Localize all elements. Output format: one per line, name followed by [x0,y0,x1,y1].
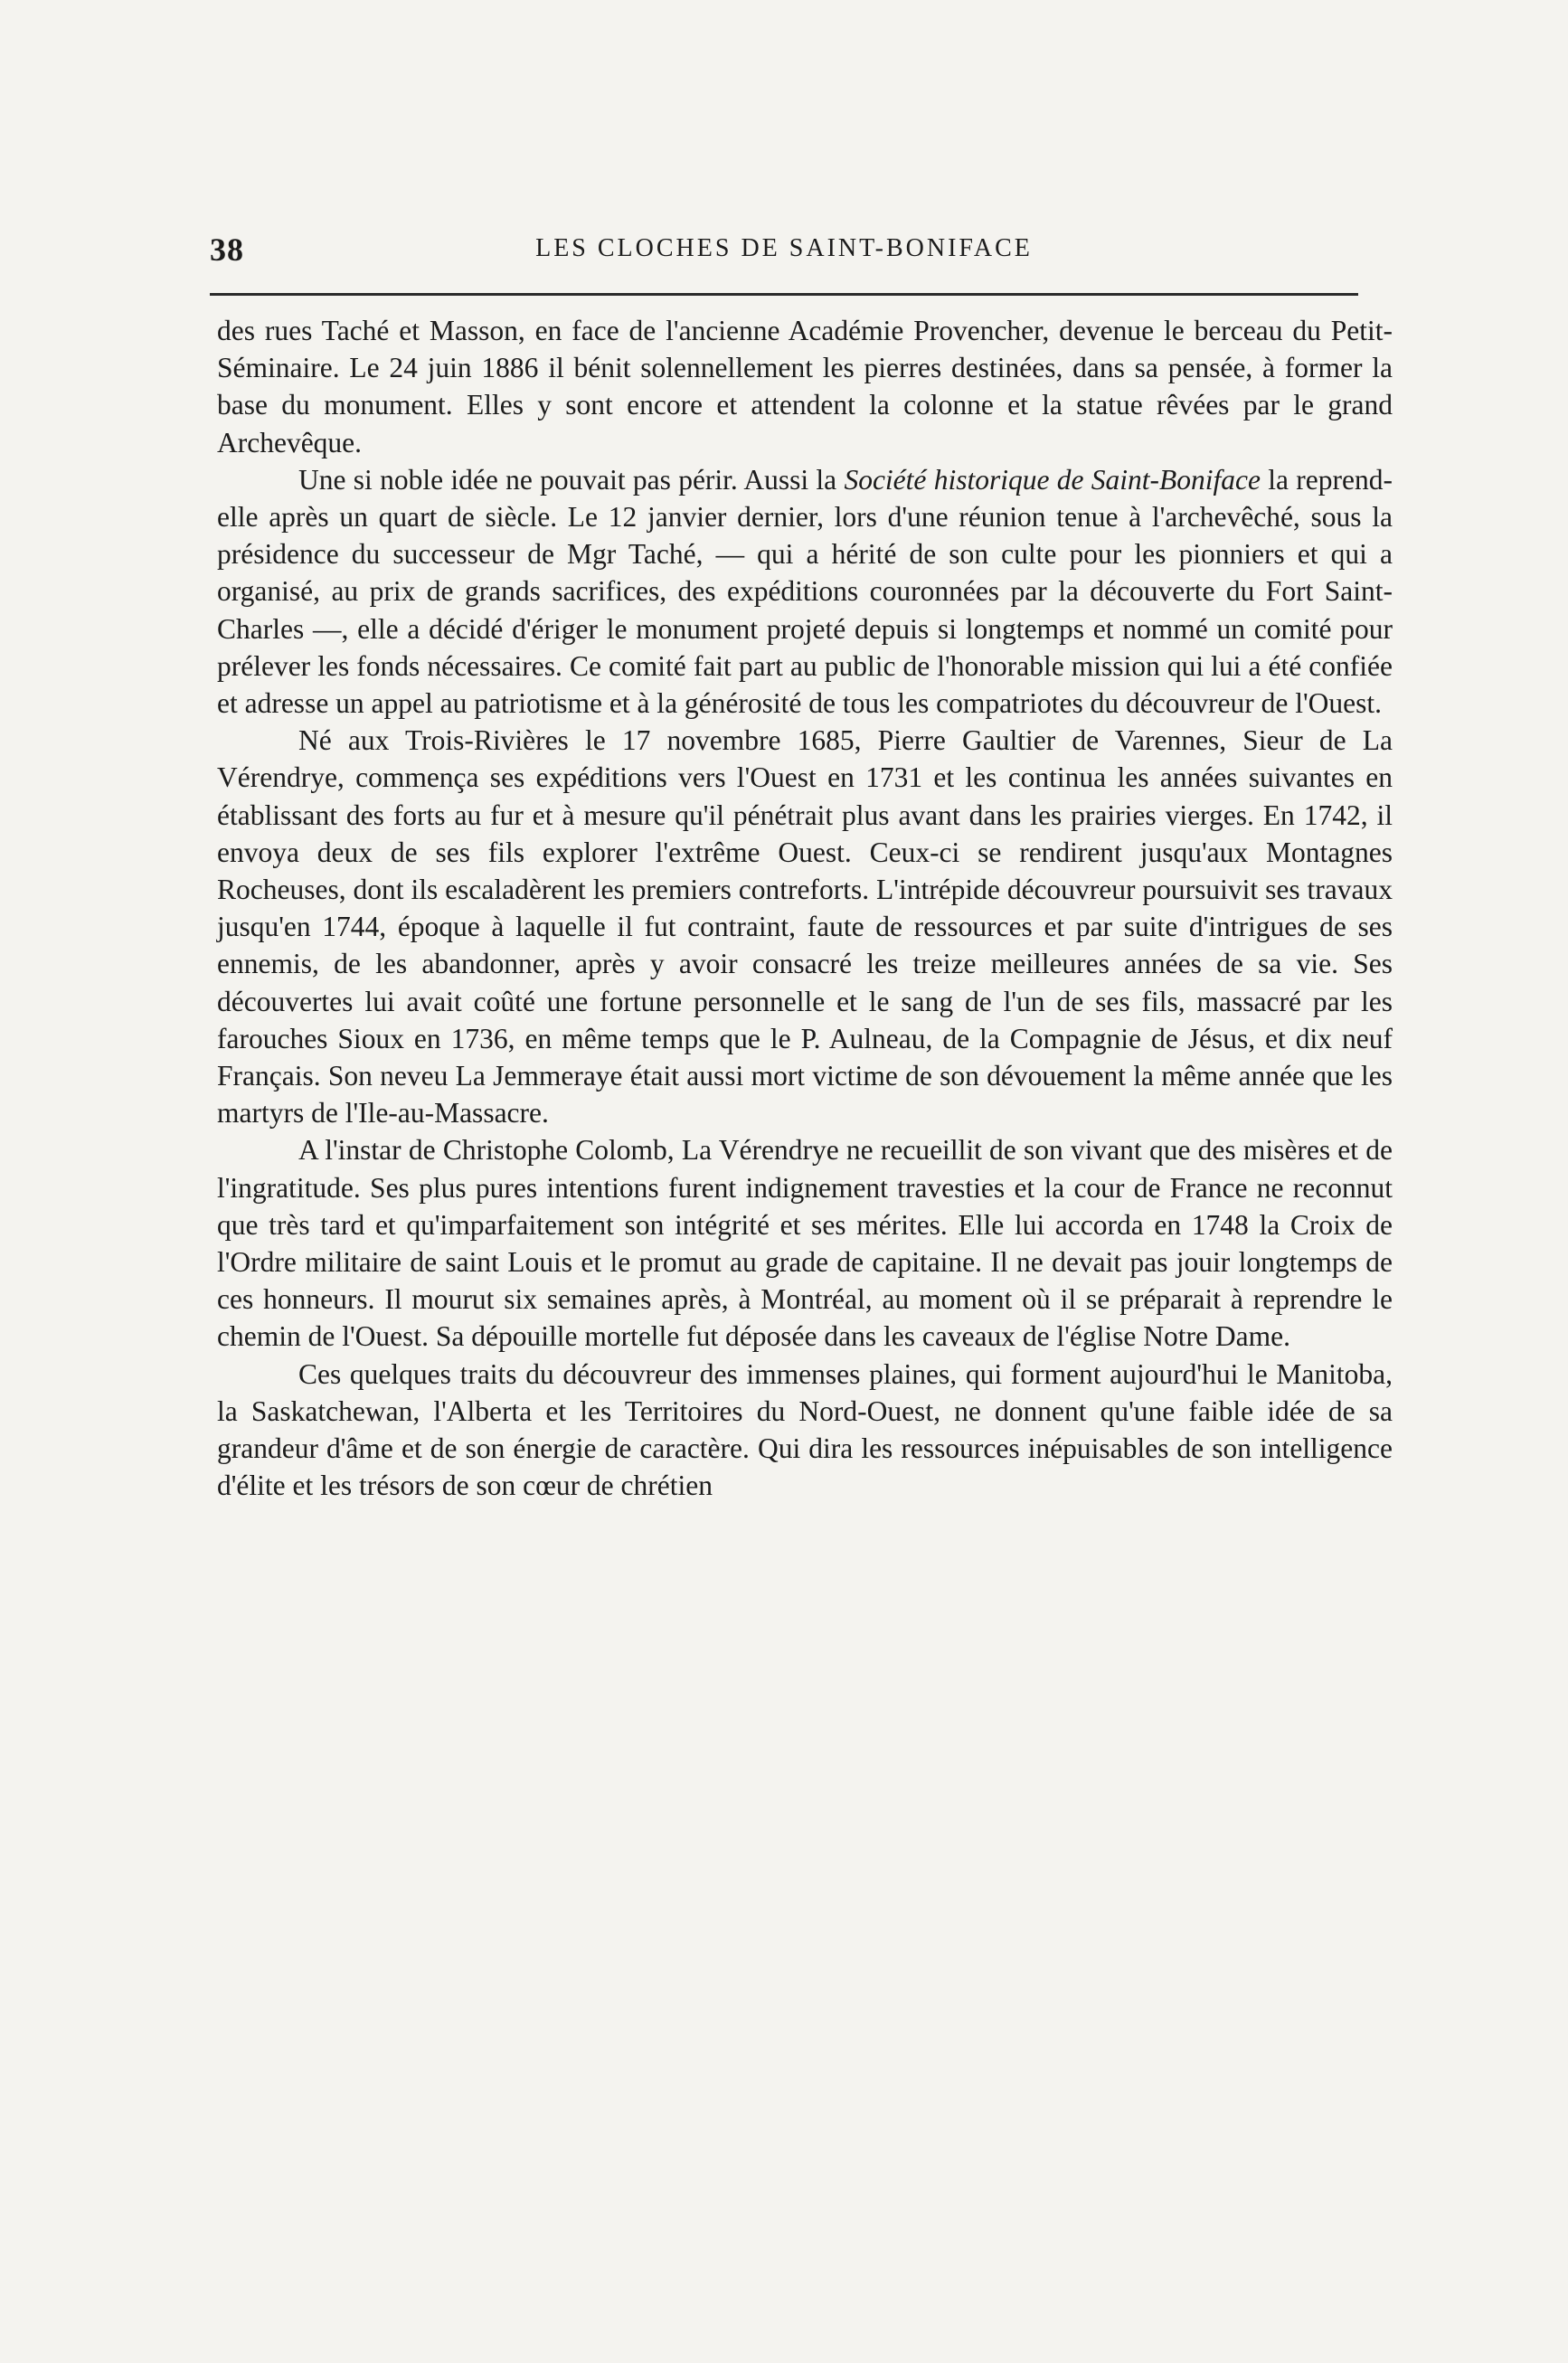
body-text [217,312,1393,1505]
page-header [210,231,1358,285]
paragraph-5: Ces quelques traits du découvreur des immenses plaines, qui forment aujourd'hui le Manitoba, la Saskatchewan, l'Alberta et les Territoires du Nord-Ouest, ne donnent qu'une faible idée de sa grandeur d'âme et de son énergie de caractère. Qui dira les ressources inépuisables de son intelligence d'élite et les trésors de son cœur de chrétien [217,1357,1393,1502]
header-rule [210,293,1358,296]
paragraph-2 [217,461,1393,722]
page-number: 38 [210,232,244,268]
paragraph-1: des rues Taché et Masson, en face de l'ancienne Académie Provencher, devenue le berceau du Petit-Séminaire. Le 24 juin 1886 il bénit solennellement les pierres destinées, dans sa pensée, à former la base du monument. Elles y sont encore et attendent la colonne et la statue rêvées par le grand Archevêque. [217,315,1393,458]
society-name: Société historique de Saint-Boniface [844,463,1261,496]
paragraph-3: Né aux Trois-Rivières le 17 novembre 1685, Pierre Gaultier de Varennes, Sieur de La Vérendrye, commença ses expéditions vers l'Ouest en 1731 et les continua les années suivantes en établissant des forts au fur et à mesure qu'il pénétrait plus avant dans les prairies vierges. En 1742, il envoya deux de ses fils explorer l'extrême Ouest. Ceux-ci se rendirent jusqu'aux Montagnes Rocheuses, dont ils escaladèrent les premiers contreforts. L'intrépide découvreur poursuivit ses travaux jusqu'en 1744, époque à laquelle il fut contraint, faute de ressources et par suite d'intrigues de ses ennemis, de les abandonner, après y avoir consacré les treize meilleures années de sa vie. Ses découvertes lui avait coûté une fortune personnelle et le sang de l'un de ses fils, massacré par les farouches Sioux en 1736, en même temps que le P. Aulneau, de la Compagnie de Jésus, et dix neuf Français. Son neveu La Jemmeraye était aussi mort victime de son dévouement la même année que les martyrs de l'Ile-au-Massacre. [217,724,1393,1130]
paragraph-4: A l'instar de Christophe Colomb, La Vérendrye ne recueillit de son vivant que des misères et de l'ingratitude. Ses plus pures intentions furent indignement travesties et la cour de France ne reconnut que très tard et qu'imparfaitement son intégrité et ses mérites. Elle lui accorda en 1748 la Croix de l'Ordre militaire de saint Louis et le promut au grade de capitaine. Il ne devait pas jouir longtemps de ces honneurs. Il mourut six semaines après, à Montréal, au moment où il se préparait à reprendre le chemin de l'Ouest. Sa dépouille mortelle fut déposée dans les caveaux de l'église Notre Dame. [217,1134,1393,1353]
paragraph-2-start: Une si noble idée ne pouvait pas périr. Aussi la [298,463,845,496]
paragraph-2-end: la reprend-elle après un quart de siècle. Le 12 janvier dernier, lors d'une réunion tenue à l'archevêché, sous la présidence du successeur de Mgr Taché, — qui a hérité de son culte pour les pionniers et qui a organisé, au prix de grands sacrifices, des expéditions couronnées par la découverte du Fort Saint-Charles —, elle a décidé d'ériger le monument projeté depuis si longtemps et nommé un comité pour prélever les fonds nécessaires. Ce comité fait part au public de l'honorable mission qui lui a été confiée et adresse un appel au patriotisme et à la générosité de tous les compatriotes du découvreur de l'Ouest. [217,463,1393,720]
running-title: LES CLOCHES DE SAINT-BONIFACE [535,234,1033,262]
